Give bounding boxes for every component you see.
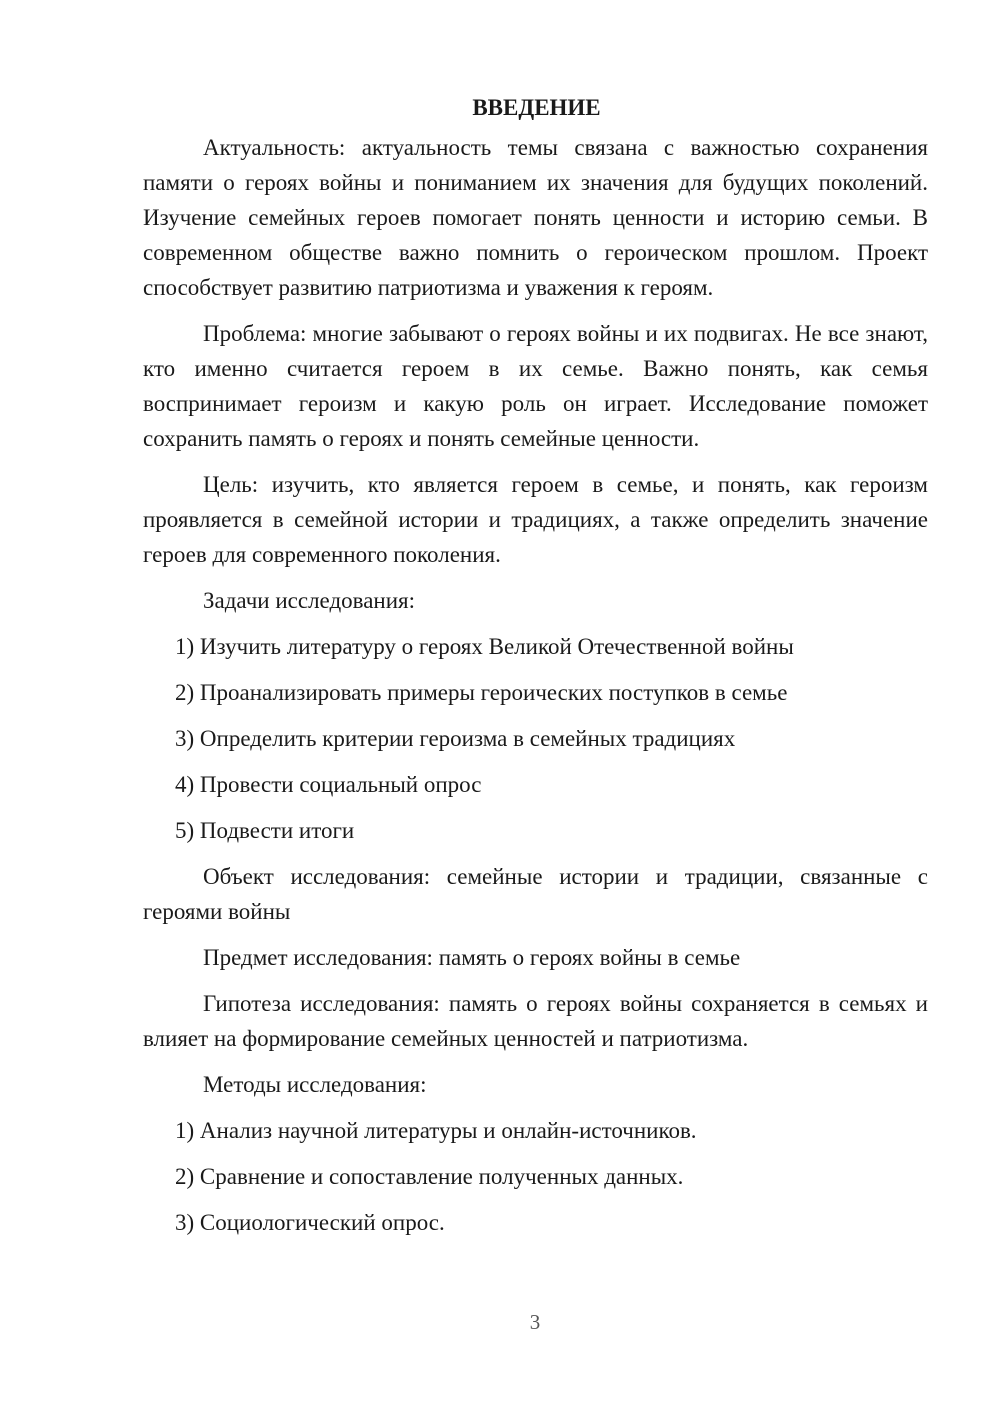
task-item: 3) Определить критерии героизма в семейных традициях [175,726,736,751]
object-paragraph: Объект исследования: семейные истории и традиции, связанные с героями войны [143,864,928,924]
task-item: 2) Проанализировать примеры героических поступков в семье [175,680,788,705]
method-item: 2) Сравнение и сопоставление полученных данных. [175,1164,684,1189]
page-title: ВВЕДЕНИЕ [472,95,601,120]
method-item: 3) Социологический опрос. [175,1210,445,1235]
page-number: 3 [529,1310,541,1334]
hypothesis-paragraph: Гипотеза исследования: память о героях войны сохраняется в семьях и влияет на формирование семейных ценностей и патриотизма. [143,991,928,1051]
page-content [143,90,928,1251]
task-item: 4) Провести социальный опрос [175,772,482,797]
methods-heading: Методы исследования: [203,1072,427,1097]
task-item: 5) Подвести итоги [175,818,355,843]
goal-paragraph: Цель: изучить, кто является героем в семье, и понять, как героизм проявляется в семейной истории и традициях, а также определить значение героев для современного поколения. [143,472,928,567]
tasks-heading: Задачи исследования: [203,588,416,613]
task-item: 1) Изучить литературу о героях Великой Отечественной войны [175,634,794,659]
subject-paragraph: Предмет исследования: память о героях войны в семье [203,945,741,970]
relevance-paragraph: Актуальность: актуальность темы связана с важностью сохранения памяти о героях войны и пониманием их значения для будущих поколений. Изучение семейных героев помогает понять ценности и историю семьи. В современном обществе важно помнить о героическом прошлом. Проект способствует развитию патриотизма и уважения к героям. [143,135,928,300]
problem-paragraph: Проблема: многие забывают о героях войны и их подвигах. Не все знают, кто именно считается героем в их семье. Важно понять, как семья воспринимает героизм и какую роль он играет. Исследование поможет сохранить память о героях и понять семейные ценности. [143,321,928,451]
method-item: 1) Анализ научной литературы и онлайн-источников. [175,1118,697,1143]
